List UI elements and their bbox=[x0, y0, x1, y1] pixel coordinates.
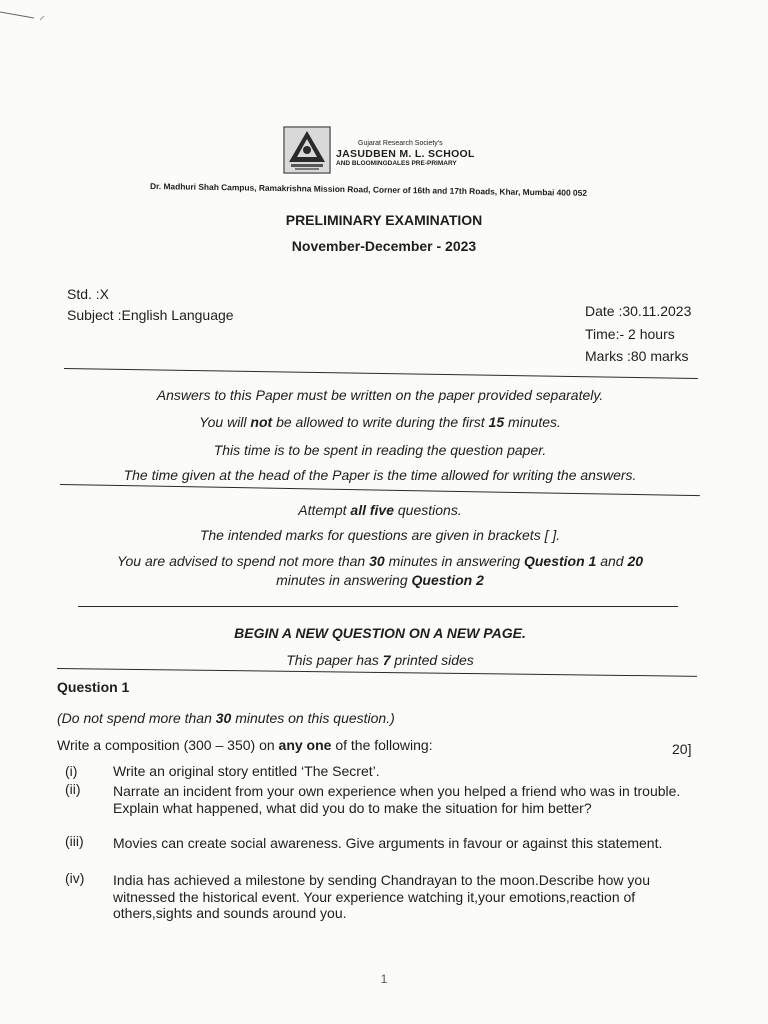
school-logo-icon bbox=[283, 126, 331, 174]
text-run: questions. bbox=[394, 502, 462, 518]
option-text: Write an original story entitled ‘The Secret’. bbox=[113, 763, 380, 779]
meta-right bbox=[585, 300, 691, 368]
text-run-bold: 7 bbox=[382, 652, 391, 668]
meta-left bbox=[67, 284, 234, 326]
text-run: minutes on this question.) bbox=[231, 710, 395, 726]
time-label: Time:- 2 hours bbox=[585, 325, 675, 342]
exam-title: PRELIMINARY EXAMINATION bbox=[285, 212, 483, 228]
text-run-bold: Question 1 bbox=[523, 553, 597, 569]
option-text: Narrate an incident from your own experience when you helped a friend who was in trouble. Explain what happened, what did you do to make the situation for him better? bbox=[113, 783, 681, 816]
question-instruction bbox=[57, 737, 433, 753]
option-number: (ii) bbox=[65, 781, 81, 797]
text-run: You will bbox=[199, 414, 251, 430]
instruction-line bbox=[40, 414, 720, 430]
marks-label: Marks :80 marks bbox=[585, 348, 689, 364]
school-subtitle: AND BLOOMINGDALES PRE-PRIMARY bbox=[336, 160, 457, 168]
instruction-line: The intended marks for questions are given in brackets [ ]. bbox=[199, 527, 561, 543]
society-name: Gujarat Research Society's bbox=[358, 140, 443, 147]
question-time-note bbox=[57, 710, 395, 726]
school-name: JASUDBEN M. L. SCHOOL bbox=[336, 148, 475, 161]
subject-label: Subject :English Language bbox=[67, 307, 234, 323]
option-text: India has achieved a milestone by sending Chandrayan to the moon.Describe how you witnessed the historical event. Your experience watching it,your emotions,reaction of others,sights and sounds around you. bbox=[113, 872, 650, 921]
text-run: printed sides bbox=[390, 652, 474, 668]
exam-period: November-December - 2023 bbox=[291, 238, 477, 254]
option-number: (iv) bbox=[65, 870, 85, 886]
text-run-bold: Question 2 bbox=[411, 572, 484, 588]
text-run-bold: any one bbox=[278, 737, 332, 753]
school-heading bbox=[336, 140, 475, 168]
text-run-bold: 15 bbox=[488, 414, 505, 430]
date-label: Date :30.11.2023 bbox=[585, 303, 692, 319]
divider bbox=[64, 368, 698, 379]
divider bbox=[57, 668, 697, 677]
text-run: of the following: bbox=[331, 737, 433, 753]
option-number: (i) bbox=[65, 763, 78, 779]
instruction-line: Answers to this Paper must be written on the paper provided separately. bbox=[156, 387, 604, 403]
text-run-bold: 30 bbox=[215, 710, 232, 726]
text-run: minutes in answering bbox=[384, 553, 524, 569]
instruction-line: This time is to be spent in reading the question paper. bbox=[213, 442, 547, 458]
instruction-line bbox=[40, 572, 720, 588]
text-run: Attempt bbox=[298, 502, 351, 518]
school-address: Dr. Madhuri Shah Campus, Ramakrishna Mission Road, Corner of 16th and 17th Roads, Khar, Mumbai 400 052 bbox=[149, 181, 588, 198]
printed-sides-note bbox=[40, 652, 720, 668]
instruction-line: The time given at the head of the Paper is the time allowed for writing the answers. bbox=[123, 467, 637, 483]
instruction-line bbox=[40, 502, 720, 518]
page-number: 1 bbox=[380, 972, 388, 986]
question-marks: 20] bbox=[672, 741, 692, 757]
text-run-bold: 30 bbox=[369, 553, 385, 569]
question-title: Question 1 bbox=[57, 679, 130, 695]
text-run: minutes. bbox=[504, 414, 561, 430]
text-run: This paper has bbox=[286, 652, 383, 668]
text-run: and bbox=[596, 553, 628, 569]
text-run-bold: all five bbox=[350, 502, 394, 518]
option-text: Movies can create social awareness. Give arguments in favour or against this statement. bbox=[113, 835, 663, 851]
text-run: be allowed to write during the first bbox=[272, 414, 489, 430]
scan-mark bbox=[0, 10, 45, 24]
text-run-bold: 20 bbox=[627, 553, 644, 569]
begin-new-question-note: BEGIN A NEW QUESTION ON A NEW PAGE. bbox=[234, 625, 526, 641]
text-run: Write a composition (300 – 350) on bbox=[57, 737, 279, 753]
divider bbox=[60, 484, 700, 496]
divider bbox=[78, 606, 678, 607]
text-run: minutes in answering bbox=[276, 572, 412, 588]
standard-label: Std. :X bbox=[67, 286, 110, 302]
text-run-bold: not bbox=[250, 414, 273, 430]
text-run: (Do not spend more than bbox=[57, 710, 216, 726]
instruction-line bbox=[40, 553, 720, 569]
option-number: (iii) bbox=[65, 833, 84, 849]
text-run: You are advised to spend not more than bbox=[116, 553, 370, 569]
